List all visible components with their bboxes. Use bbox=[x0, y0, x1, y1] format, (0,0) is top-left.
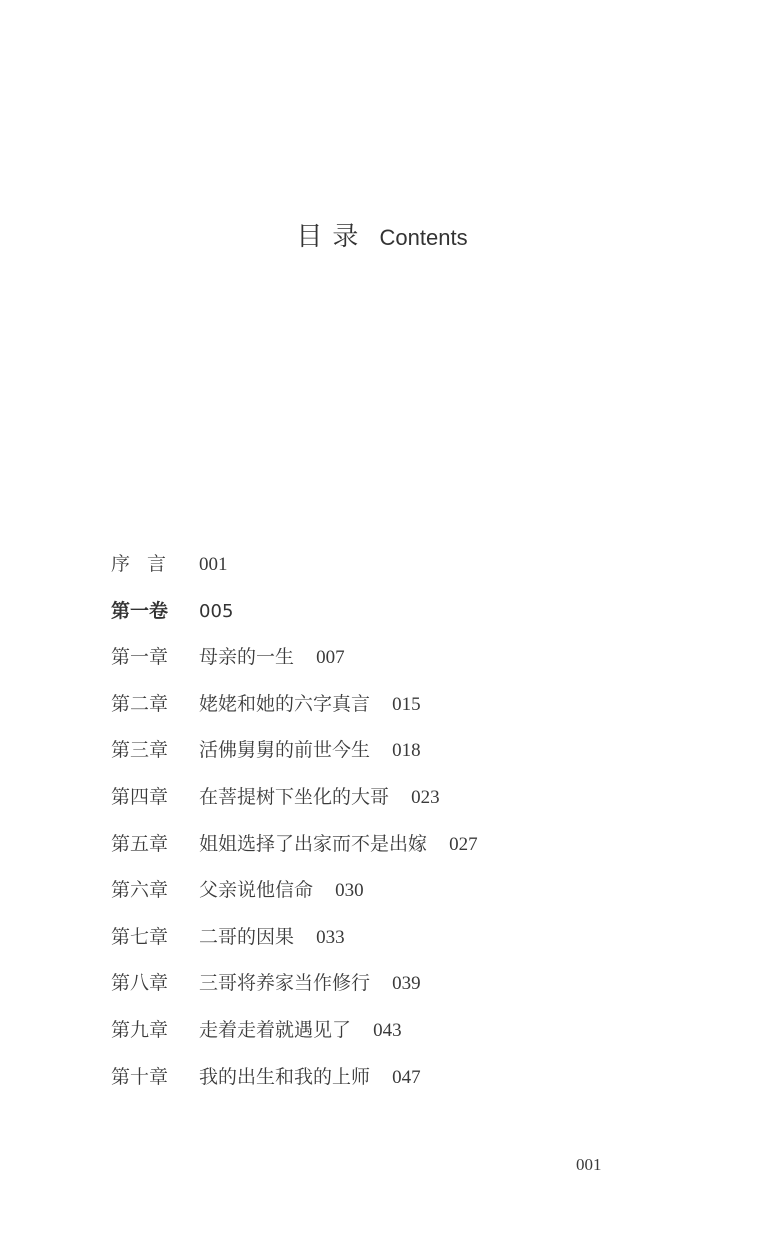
toc-entry-page: 043 bbox=[373, 1019, 402, 1041]
toc-entry-label: 第五章 bbox=[111, 832, 169, 855]
toc-entry-page: 015 bbox=[392, 693, 421, 715]
toc-entry-label: 第一卷 bbox=[111, 599, 169, 622]
toc-entry-chapter-9[interactable] bbox=[111, 1012, 671, 1059]
toc-entry-title: 母亲的一生 bbox=[199, 646, 295, 669]
toc-entry-chapter-6[interactable] bbox=[111, 872, 671, 919]
toc-entry-page: 007 bbox=[316, 647, 345, 669]
toc-entry-label: 序言 bbox=[111, 553, 184, 575]
toc-entry-page: 001 bbox=[199, 554, 228, 575]
toc-entry-label: 第九章 bbox=[111, 1018, 169, 1041]
toc-entry-title: 二哥的因果 bbox=[199, 925, 295, 948]
toc-entry-label: 第十章 bbox=[111, 1065, 169, 1088]
toc-entry-label: 第一章 bbox=[111, 646, 169, 669]
toc-entry-chapter-3[interactable] bbox=[111, 732, 671, 779]
toc-entry-title: 我的出生和我的上师 bbox=[199, 1065, 371, 1088]
toc-entry-page: 005 bbox=[199, 600, 234, 622]
toc-entry-page: 027 bbox=[449, 833, 478, 855]
toc-entry-chapter-8[interactable] bbox=[111, 965, 671, 1012]
toc-entry-preface[interactable] bbox=[111, 546, 671, 593]
toc-entry-label: 第七章 bbox=[111, 925, 169, 948]
toc-entry-chapter-4[interactable] bbox=[111, 779, 671, 826]
toc-entry-page: 039 bbox=[392, 973, 421, 995]
toc-entry-title: 姥姥和她的六字真言 bbox=[199, 692, 371, 715]
toc-entry-part-1[interactable] bbox=[111, 593, 671, 640]
toc-entry-label: 第六章 bbox=[111, 879, 169, 902]
toc-entry-label: 第四章 bbox=[111, 785, 169, 808]
toc-entry-page: 018 bbox=[392, 740, 421, 762]
page-number: 001 bbox=[576, 1155, 602, 1174]
table-of-contents bbox=[111, 546, 671, 1105]
toc-entry-title: 三哥将养家当作修行 bbox=[199, 972, 371, 995]
toc-entry-label: 第三章 bbox=[111, 739, 169, 762]
title-chinese: 目录 bbox=[296, 222, 369, 252]
toc-entry-title: 姐姐选择了出家而不是出嫁 bbox=[199, 832, 428, 855]
toc-entry-page: 030 bbox=[335, 880, 364, 902]
toc-entry-chapter-7[interactable] bbox=[111, 919, 671, 966]
toc-entry-chapter-1[interactable] bbox=[111, 639, 671, 686]
toc-entry-page: 047 bbox=[392, 1066, 421, 1088]
toc-entry-chapter-2[interactable] bbox=[111, 686, 671, 733]
toc-entry-title: 父亲说他信命 bbox=[199, 879, 314, 902]
title-english: Contents bbox=[379, 225, 468, 250]
toc-entry-label: 第八章 bbox=[111, 972, 169, 995]
toc-entry-title: 走着走着就遇见了 bbox=[199, 1018, 352, 1041]
toc-entry-chapter-5[interactable] bbox=[111, 826, 671, 873]
toc-entry-title: 在菩提树下坐化的大哥 bbox=[199, 785, 390, 808]
toc-entry-chapter-10[interactable] bbox=[111, 1059, 671, 1106]
toc-entry-title: 活佛舅舅的前世今生 bbox=[199, 739, 371, 762]
page-title bbox=[0, 216, 764, 253]
toc-entry-label: 第二章 bbox=[111, 692, 169, 715]
toc-entry-page: 033 bbox=[316, 926, 345, 948]
toc-entry-page: 023 bbox=[411, 786, 440, 808]
